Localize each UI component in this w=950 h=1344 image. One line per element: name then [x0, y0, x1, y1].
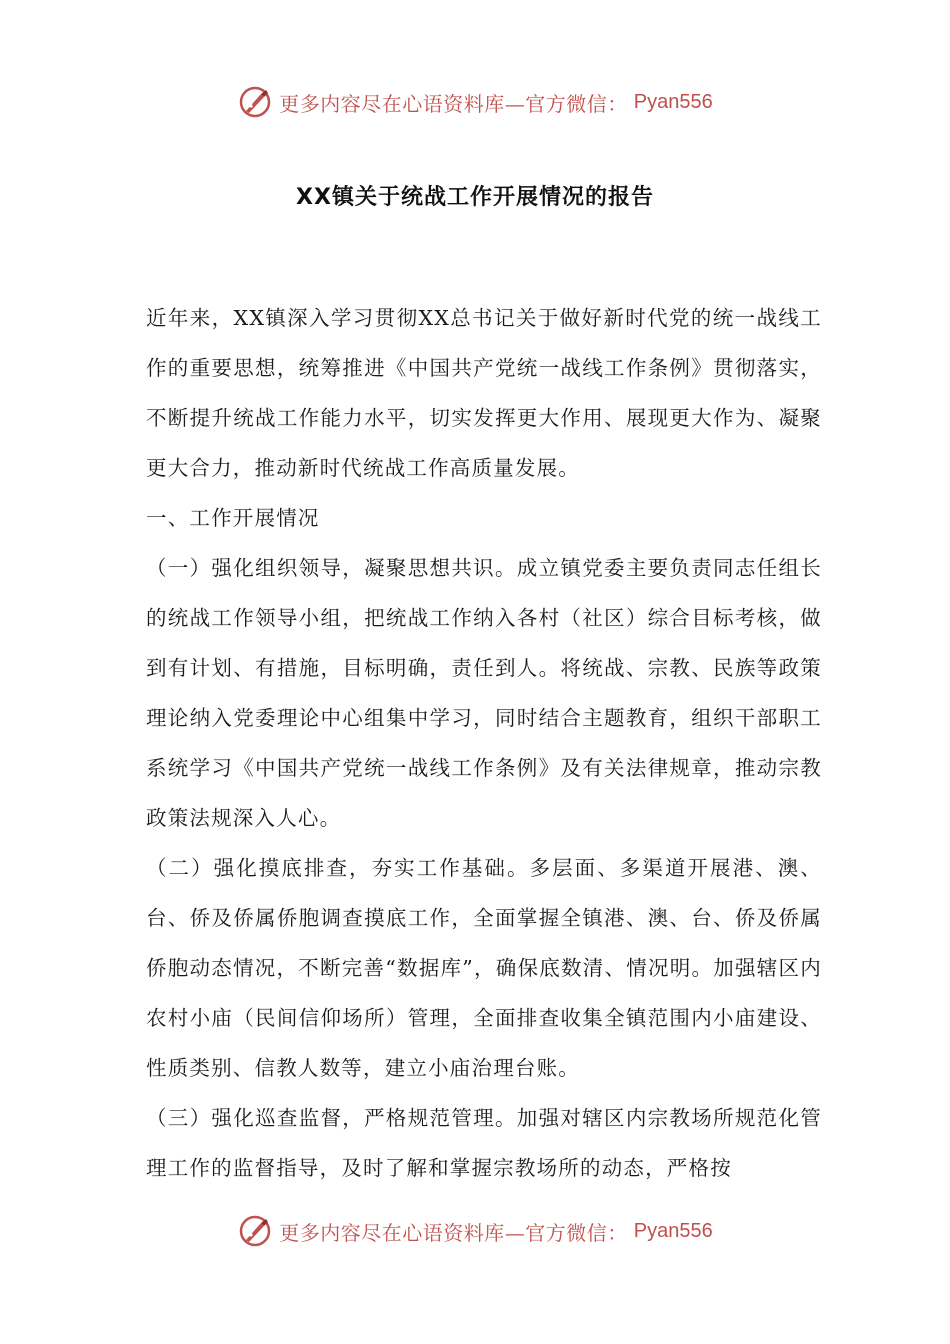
pen-nib-logo-icon [237, 84, 273, 120]
document-title: XX镇关于统战工作开展情况的报告 [296, 185, 654, 210]
section-heading: 一、工作开展情况 [146, 506, 320, 530]
footer-watermark [0, 1211, 950, 1251]
body-paragraph: （三）强化巡查监督，严格规范管理。加强对辖区内宗教场所规范化管理工作的监督指导，及时了解和掌握宗教场所的动态，严格按 [146, 1106, 822, 1180]
intro-paragraph: 近年来，XX镇深入学习贯彻XX总书记关于做好新时代党的统一战线工作的重要思想，统筹推进《中国共产党统一战线工作条例》贯彻落实，不断提升统战工作能力水平，切实发挥更大作用、展现更大作为、凝聚更大合力，推动新时代统战工作高质量发展。 [146, 306, 822, 480]
watermark-text: 更多内容尽在心语资料库—官方微信： [279, 1220, 628, 1245]
document-body [146, 293, 822, 1193]
watermark-text: 更多内容尽在心语资料库—官方微信： [279, 91, 628, 116]
body-paragraph: （二）强化摸底排查，夯实工作基础。多层面、多渠道开展港、澳、台、侨及侨属侨胞调查摸底工作，全面掌握全镇港、澳、台、侨及侨属侨胞动态情况，不断完善“数据库”，确保底数清、情况明。加强辖区内农村小庙（民间信仰场所）管理，全面排查收集全镇范围内小庙建设、性质类别、信教人数等，建立小庙治理台账。 [146, 856, 822, 1080]
body-paragraph: （一）强化组织领导，凝聚思想共识。成立镇党委主要负责同志任组长的统战工作领导小组，把统战工作纳入各村（社区）综合目标考核，做到有计划、有措施，目标明确，责任到人。将统战、宗教、民族等政策理论纳入党委理论中心组集中学习，同时结合主题教育，组织干部职工系统学习《中国共产党统一战线工作条例》及有关法律规章，推动宗教政策法规深入人心。 [146, 556, 822, 830]
pen-nib-logo-icon [237, 1213, 273, 1249]
watermark-wechat-id: Pyan556 [633, 90, 713, 113]
header-watermark [0, 82, 950, 122]
watermark-wechat-id: Pyan556 [633, 1219, 713, 1242]
